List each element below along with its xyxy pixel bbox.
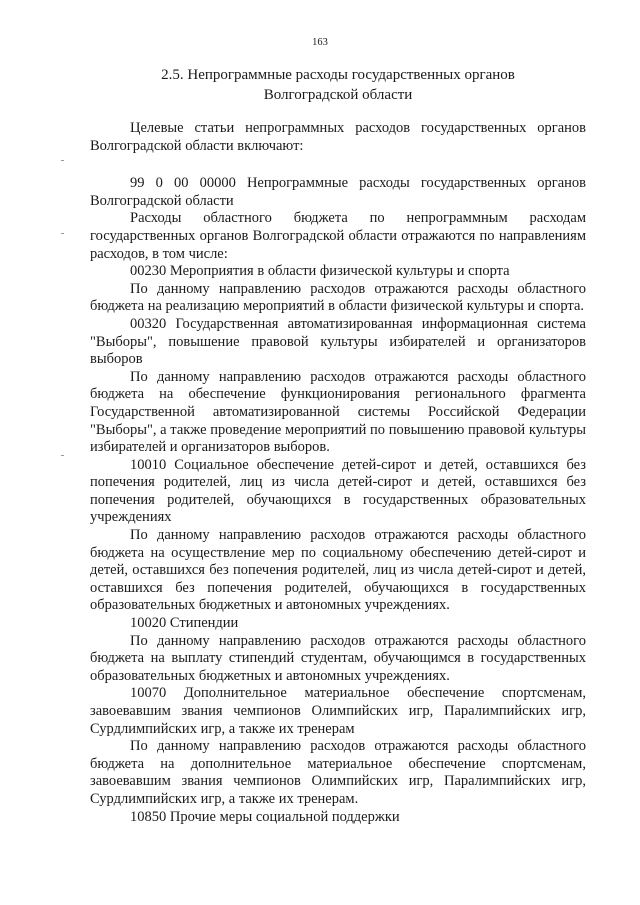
- page-number: 163: [312, 37, 328, 48]
- margin-mark: [61, 160, 64, 161]
- body-paragraph: Расходы областного бюджета по непрограммным расходам государственных органов Волгоградской области отражаются по направлениям расходов, в том числе:: [90, 210, 586, 262]
- document-body: [90, 120, 586, 826]
- section-heading: [90, 65, 586, 105]
- margin-mark: [61, 233, 64, 234]
- body-paragraph: По данному направлению расходов отражаются расходы областного бюджета на дополнительное материальное обеспечение спортсменам, завоевавшим звания чемпионов Олимпийских игр, Паралимпийских игр, Сурдлимпийских игр, а также их тренерам.: [90, 738, 586, 807]
- direction-00230-heading: 00230 Мероприятия в области физической культуры и спорта: [130, 263, 510, 280]
- body-paragraph: По данному направлению расходов отражаются расходы областного бюджета на реализацию мероприятий в области физической культуры и спорта.: [90, 280, 586, 315]
- direction-10010-heading: 10010 Социальное обеспечение детей-сирот и детей, оставшихся без попечения родителей, лиц из числа детей-сирот и детей, оставшихся без попечения родителей, обучающихся в государственных образовательных учреждениях: [90, 456, 586, 526]
- direction-10850-heading: 10850 Прочие меры социальной поддержки: [130, 808, 400, 825]
- section-heading-line-1: 2.5. Непрограммные расходы государственных органов: [161, 67, 515, 83]
- intro-paragraph: Целевые статьи непрограммных расходов государственных органов Волгоградской области включают:: [90, 120, 586, 154]
- body-paragraph: По данному направлению расходов отражаются расходы областного бюджета на обеспечение функционирования регионального фрагмента Государственной автоматизированной системы Российской Федерации "Выборы", а также проведение мероприятий по повышению правовой культуры избирателей и организаторов выборов.: [90, 368, 586, 456]
- direction-10070-heading: 10070 Дополнительное материальное обеспечение спортсменам, завоевавшим звания чемпионов Олимпийских игр, Паралимпийских игр, Сурдлимпийских игр, а также их тренерам: [90, 685, 586, 737]
- section-heading-line-2: Волгоградской области: [263, 87, 413, 103]
- body-paragraph: По данному направлению расходов отражаются расходы областного бюджета на осуществление мер по социальному обеспечению детей-сирот и детей, оставшихся без попечения родителей, лиц из числа детей-сирот и детей, оставшихся без попечения родителей, обучающихся в государственных образовательных бюджетных и автономных учреждениях.: [90, 527, 586, 614]
- body-paragraph: По данному направлению расходов отражаются расходы областного бюджета на выплату стипендий студентам, обучающимся в государственных образовательных бюджетных и автономных учреждениях.: [90, 632, 586, 684]
- margin-mark: [61, 455, 64, 456]
- direction-10020-heading: 10020 Стипендии: [130, 615, 239, 632]
- target-article-99-heading: 99 0 00 00000 Непрограммные расходы государственных органов Волгоградской области: [90, 175, 586, 209]
- direction-00320-heading: 00320 Государственная автоматизированная информационная система "Выборы", повышение правовой культуры избирателей и организаторов выборов: [90, 315, 586, 368]
